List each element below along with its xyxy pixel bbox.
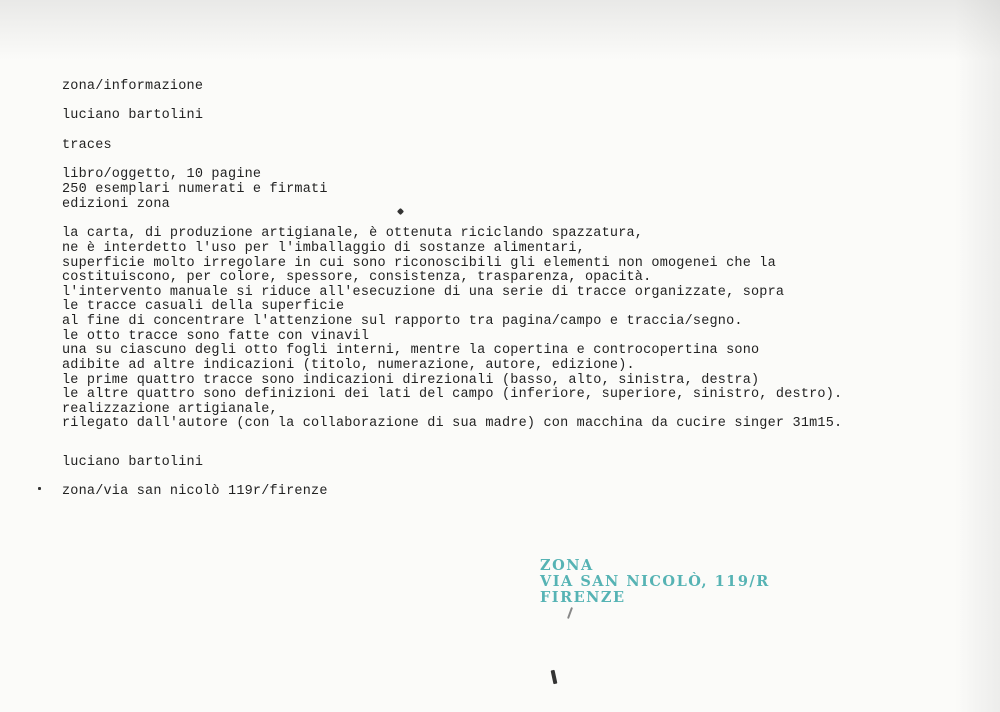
ink-speck xyxy=(38,487,41,490)
signature-name: luciano bartolini xyxy=(62,455,204,470)
body-line: rilegato dall'autore (con la collaborazione di sua madre) con macchina da cucire singer 31m15. xyxy=(62,416,843,431)
body-line: le prime quattro tracce sono indicazioni direzionali (basso, alto, sinistra, destra) xyxy=(62,373,760,388)
body-line: l'intervento manuale si riduce all'esecuzione di una serie di tracce organizzate, sopra xyxy=(62,285,785,300)
body-line: una su ciascuno degli otto fogli interni, mentre la copertina e controcopertina sono xyxy=(62,343,760,358)
work-title: traces xyxy=(62,138,112,153)
stamp-line-street: VIA SAN NICOLÒ, 119/R xyxy=(540,573,770,590)
stamp-line-city: FIRENZE xyxy=(540,589,626,606)
body-line: realizzazione artigianale, xyxy=(62,402,278,417)
body-line: adibite ad altre indicazioni (titolo, numerazione, autore, edizione). xyxy=(62,358,635,373)
body-line: la carta, di produzione artigianale, è ottenuta riciclando spazzatura, xyxy=(62,226,644,241)
detail-edition-size: 250 esemplari numerati e firmati xyxy=(62,182,328,197)
series-heading: zona/informazione xyxy=(62,79,204,94)
stamp-line-name: ZONA xyxy=(540,557,594,574)
ink-speck xyxy=(551,670,558,685)
body-line: le tracce casuali della superficie xyxy=(62,299,345,314)
ink-speck xyxy=(567,607,573,619)
author-heading: luciano bartolini xyxy=(62,108,204,123)
detail-format: libro/oggetto, 10 pagine xyxy=(62,167,262,182)
detail-publisher: edizioni zona xyxy=(62,197,170,212)
body-line: costituiscono, per colore, spessore, consistenza, trasparenza, opacità. xyxy=(62,270,652,285)
body-line: ne è interdetto l'uso per l'imballaggio di sostanze alimentari, xyxy=(62,241,585,256)
ink-speck xyxy=(397,208,404,215)
body-line: al fine di concentrare l'attenzione sul rapporto tra pagina/campo e traccia/segno. xyxy=(62,314,743,329)
body-line: superficie molto irregolare in cui sono riconoscibili gli elementi non omogenei che la xyxy=(62,256,776,271)
body-line: le altre quattro sono definizioni dei lati del campo (inferiore, superiore, sinistro, destro). xyxy=(62,387,843,402)
signature-address: zona/via san nicolò 119r/firenze xyxy=(62,484,328,499)
body-line: le otto tracce sono fatte con vinavil xyxy=(62,329,370,344)
rubber-stamp xyxy=(540,558,770,606)
